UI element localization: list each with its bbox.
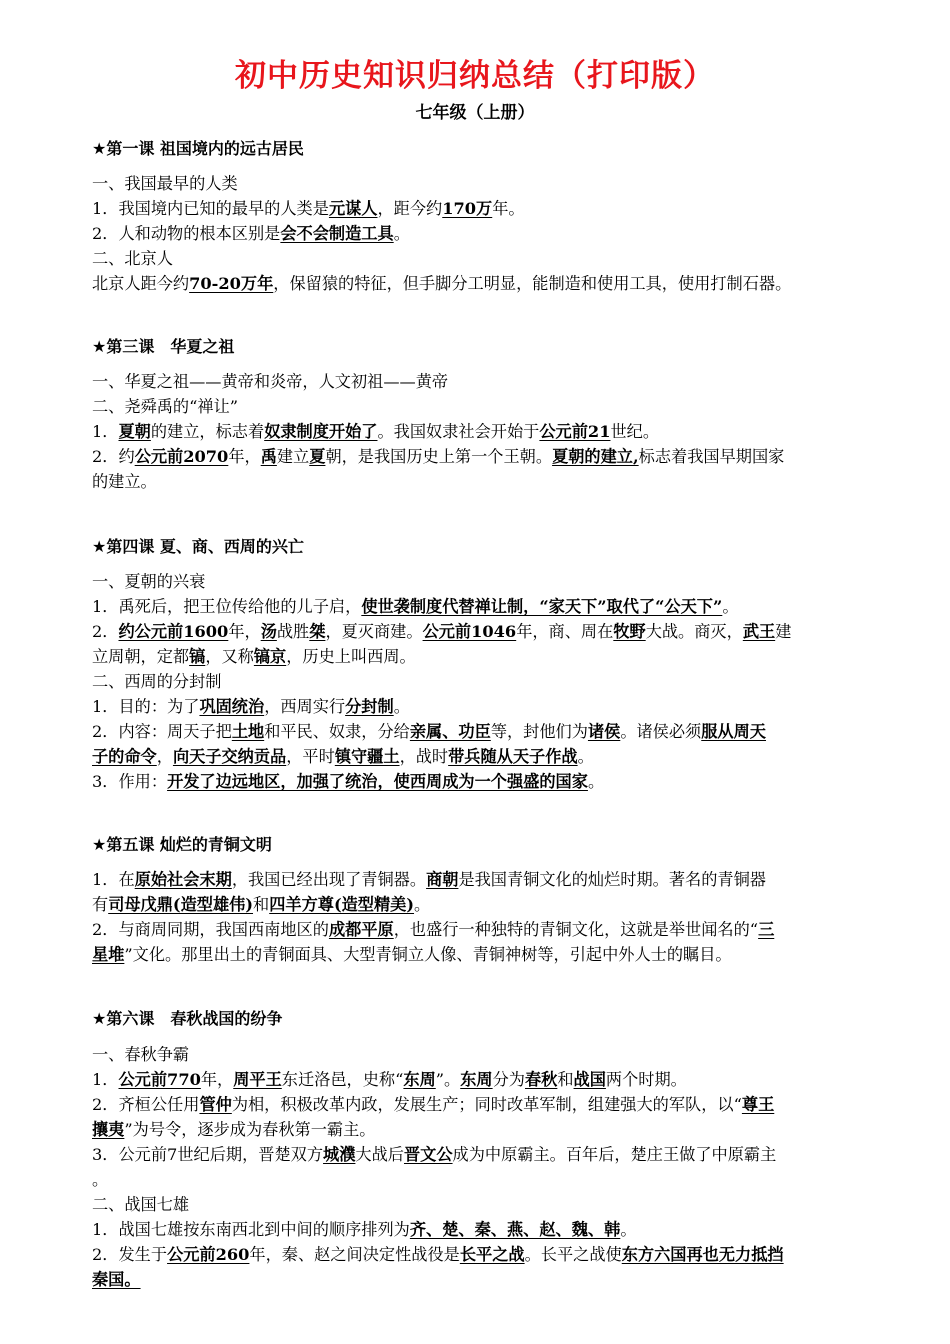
text-segment: 1．在 <box>92 870 135 889</box>
text-line <box>92 222 902 246</box>
key-term: 镇守疆土 <box>334 747 400 766</box>
key-term: 公元前260 <box>167 1245 250 1264</box>
text-segment: ，也盛行一种独特的青铜文化，这就是举世闻名的“ <box>393 920 759 939</box>
text-segment: 1． <box>92 422 119 441</box>
key-term: 诸侯 <box>587 722 621 741</box>
text-segment: 年， <box>228 622 261 641</box>
text-segment: 。 <box>620 1220 637 1239</box>
text-segment: ，西周实行 <box>264 697 346 716</box>
key-term: 晋文公 <box>403 1145 453 1164</box>
text-segment: ，历史上叫西周。 <box>286 647 416 666</box>
text-segment: 建 <box>775 622 792 641</box>
text-segment: 2． <box>92 622 119 641</box>
key-term: 四羊方尊(造型精美) <box>269 895 415 914</box>
key-term: 东方六国再也无力抵挡 <box>621 1245 784 1264</box>
text-segment: 为相，积极改革内政，发展生产；同时改革军制，组建强大的军队，以“ <box>231 1095 742 1114</box>
text-segment: 是我国青铜文化的灿烂时期。著名的青铜器 <box>458 870 766 889</box>
text-segment: 2．人和动物的根本区别是 <box>92 224 281 243</box>
key-term: 分封制 <box>345 697 394 716</box>
key-term: 禹 <box>260 447 277 466</box>
text-segment: 3．公元前7世纪后期，晋楚双方 <box>92 1145 324 1164</box>
text-line <box>92 1118 902 1142</box>
text-segment: 和 <box>253 895 270 914</box>
key-term: 巩固统治 <box>199 697 265 716</box>
text-segment: 。诸侯必须 <box>620 722 702 741</box>
text-segment: ★第四课 夏、商、西周的兴亡 <box>92 537 304 556</box>
key-term: 亲属、功臣 <box>409 722 491 741</box>
text-line <box>92 1268 902 1292</box>
text-segment: ，保留猿的特征，但手脚分工明显，能制造和使用工具，使用打制石器。 <box>273 274 792 293</box>
key-term: 东周 <box>460 1070 493 1089</box>
text-line <box>92 770 902 794</box>
text-segment: 年，秦、赵之间决定性战役是 <box>249 1245 460 1264</box>
key-term: 周平王 <box>233 1070 282 1089</box>
page-title: 初中历史知识归纳总结（打印版） <box>235 58 715 94</box>
text-segment: ，战时 <box>399 747 449 766</box>
key-term: 公元前1046 <box>422 622 517 641</box>
text-segment: 。我国奴隶社会开始于 <box>377 422 540 441</box>
key-term: 长平之战 <box>459 1245 525 1264</box>
text-segment: 北京人距今约 <box>92 274 190 293</box>
text-segment: 2．发生于 <box>92 1245 168 1264</box>
key-term: 司母戊鼎(造型雄伟) <box>108 895 254 914</box>
key-term: 商朝 <box>426 870 459 889</box>
text-segment: 一、夏朝的兴衰 <box>92 572 206 591</box>
text-segment: 等，封他们为 <box>490 722 588 741</box>
key-term: 使世袭制度代替禅让制，“家天下”取代了“公天下” <box>361 597 723 616</box>
text-segment: 的建立。 <box>92 472 157 491</box>
key-term: 公元前770 <box>118 1070 201 1089</box>
page-subtitle: 七年级（上册） <box>415 103 535 123</box>
lesson-heading <box>92 1007 902 1031</box>
text-segment: 1．我国境内已知的最早的人类是 <box>92 199 329 218</box>
key-term: 汤 <box>260 622 277 641</box>
key-term: 牧野 <box>613 622 646 641</box>
text-segment: 。 <box>393 697 410 716</box>
text-segment: 1．战国七雄按东南西北到中间的顺序排列为 <box>92 1220 410 1239</box>
key-term: 东周 <box>403 1070 436 1089</box>
text-segment: 朝，是我国历史上第一个王朝。 <box>325 447 553 466</box>
text-line <box>92 670 902 694</box>
text-segment: 年， <box>228 447 261 466</box>
text-segment: 年， <box>200 1070 234 1089</box>
text-segment: 1．禹死后，把王位传给他的儿子启， <box>92 597 362 616</box>
text-segment: 年。 <box>492 199 525 218</box>
key-term: 会不会制造工具 <box>280 224 394 243</box>
text-segment: 。 <box>587 772 605 791</box>
key-term: 公元前2070 <box>134 447 229 466</box>
key-term: 成都平原 <box>328 920 394 939</box>
text-segment: 大战后 <box>355 1145 404 1164</box>
text-line <box>92 470 902 494</box>
text-segment: ， <box>156 747 173 766</box>
key-term: 春秋 <box>524 1070 558 1089</box>
text-segment: ★第六课 春秋战国的纷争 <box>92 1009 283 1028</box>
key-term: 70-20万年 <box>189 274 274 293</box>
text-segment: 。 <box>414 895 431 914</box>
text-segment: 战胜 <box>276 622 310 641</box>
text-segment: 一、华夏之祖——黄帝和炎帝，人文初祖——黄帝 <box>92 372 449 391</box>
key-term: 齐、楚、秦、燕、赵、魏、韩 <box>409 1220 621 1239</box>
text-segment: 和平民、奴隶，分给 <box>264 722 410 741</box>
text-line <box>92 620 902 644</box>
text-segment: ，平时 <box>286 747 335 766</box>
key-term: 开发了边远地区，加强了统治，使西周成为一个强盛的国家 <box>167 772 588 791</box>
lesson-heading <box>92 137 902 161</box>
key-term: 秦国。 <box>92 1270 141 1289</box>
text-segment: ★第一课 祖国境内的远古居民 <box>92 139 304 158</box>
text-line <box>92 1218 902 1242</box>
text-line <box>92 868 902 892</box>
text-line <box>92 197 902 221</box>
text-segment: 有 <box>92 895 109 914</box>
key-term: 子的命令 <box>92 747 157 766</box>
key-term: 公元前21 <box>539 422 611 441</box>
text-segment: 的建立，标志着 <box>150 422 265 441</box>
key-term: 尊王 <box>741 1095 775 1114</box>
lesson-heading <box>92 535 902 559</box>
key-term: 战国 <box>573 1070 606 1089</box>
text-segment: 一、春秋争霸 <box>92 1045 190 1064</box>
key-term: 服从周天 <box>701 722 766 741</box>
key-term: 170万 <box>442 199 493 218</box>
key-term: 原始社会末期 <box>134 870 232 889</box>
text-line <box>92 720 902 744</box>
text-line <box>92 570 902 594</box>
text-line <box>92 695 902 719</box>
key-term: 夏朝 <box>118 422 151 441</box>
key-term: 奴隶制度开始了 <box>264 422 378 441</box>
key-term: 镐 <box>189 647 206 666</box>
key-term: 约公元前1600 <box>118 622 229 641</box>
key-term: 夏 <box>309 447 326 466</box>
text-line <box>92 1168 902 1192</box>
text-segment: 东迁洛邑，史称“ <box>281 1070 404 1089</box>
key-term: 星堆 <box>92 945 125 964</box>
key-term: 武王 <box>742 622 776 641</box>
key-term: 带兵随从天子作战 <box>448 747 578 766</box>
text-segment: 成为中原霸主。百年后，楚庄王做了中原霸主 <box>452 1145 777 1164</box>
text-line <box>92 172 902 196</box>
text-line <box>92 1043 902 1067</box>
text-segment: 一、我国最早的人类 <box>92 174 238 193</box>
text-segment: 二、西周的分封制 <box>92 672 222 691</box>
text-segment: 2．约 <box>92 447 135 466</box>
text-line <box>92 272 902 296</box>
text-segment: 。 <box>393 224 410 243</box>
text-segment: 建立 <box>276 447 310 466</box>
text-segment: 二、北京人 <box>92 249 173 268</box>
text-segment: 。 <box>722 597 739 616</box>
key-term: 镐京 <box>253 647 287 666</box>
text-segment: 。 <box>92 1170 109 1189</box>
text-line <box>92 1093 902 1117</box>
text-segment: 立周朝，定都 <box>92 647 190 666</box>
text-line <box>92 445 902 469</box>
text-segment: 标志着我国早期国家 <box>638 447 785 466</box>
text-segment: ”文化。那里出土的青铜面具、大型青铜立人像、青铜神树等，引起中外人士的瞩目。 <box>124 945 732 964</box>
text-line <box>92 420 902 444</box>
text-segment: 两个时期。 <box>605 1070 687 1089</box>
key-term: 管仲 <box>199 1095 232 1114</box>
text-segment: ，我国已经出现了青铜器。 <box>231 870 427 889</box>
text-segment: 二、尧舜禹的“禅让” <box>92 397 239 416</box>
lesson-heading <box>92 833 902 857</box>
lesson-heading <box>92 335 902 359</box>
text-line <box>92 1243 902 1267</box>
text-segment: ”。 <box>435 1070 461 1089</box>
text-segment: 。长平之战使 <box>524 1245 622 1264</box>
text-segment: 1．目的：为了 <box>92 697 200 716</box>
text-segment: ，又称 <box>205 647 254 666</box>
text-segment: ★第五课 灿烂的青铜文明 <box>92 835 272 854</box>
text-line <box>92 395 902 419</box>
text-line <box>92 1193 902 1217</box>
text-line <box>92 645 902 669</box>
text-segment: 2．与商周同期，我国西南地区的 <box>92 920 329 939</box>
key-term: 攘夷 <box>92 1120 125 1139</box>
text-segment: 二、战国七雄 <box>92 1195 190 1214</box>
text-segment: 和 <box>557 1070 574 1089</box>
key-term: 三 <box>758 920 775 939</box>
text-segment: ”为号令，逐步成为春秋第一霸主。 <box>124 1120 376 1139</box>
key-term: 土地 <box>231 722 265 741</box>
text-line <box>92 918 902 942</box>
text-line <box>92 1068 902 1092</box>
text-segment: 大战。商灭， <box>645 622 743 641</box>
text-segment: 2．齐桓公任用 <box>92 1095 200 1114</box>
text-segment: 2．内容：周天子把 <box>92 722 232 741</box>
key-term: 城濮 <box>323 1145 356 1164</box>
text-line <box>92 943 902 967</box>
text-line <box>92 745 902 769</box>
text-segment: 分为 <box>492 1070 525 1089</box>
text-line <box>92 595 902 619</box>
text-segment: 1． <box>92 1070 119 1089</box>
key-term: 夏朝的建立, <box>552 447 639 466</box>
text-segment: ，距今约 <box>377 199 443 218</box>
key-term: 元谋人 <box>328 199 378 218</box>
text-line <box>92 370 902 394</box>
text-segment: 年，商、周在 <box>516 622 614 641</box>
text-segment: 世纪。 <box>610 422 660 441</box>
key-term: 桀 <box>309 622 326 641</box>
text-line <box>92 893 902 917</box>
text-segment: 3．作用： <box>92 772 168 791</box>
text-line <box>92 1143 902 1167</box>
key-term: 向天子交纳贡品 <box>172 747 287 766</box>
text-line <box>92 247 902 271</box>
text-segment: ★第三课 华夏之祖 <box>92 337 235 356</box>
text-segment: ，夏灭商建。 <box>325 622 423 641</box>
text-segment: 。 <box>577 747 594 766</box>
